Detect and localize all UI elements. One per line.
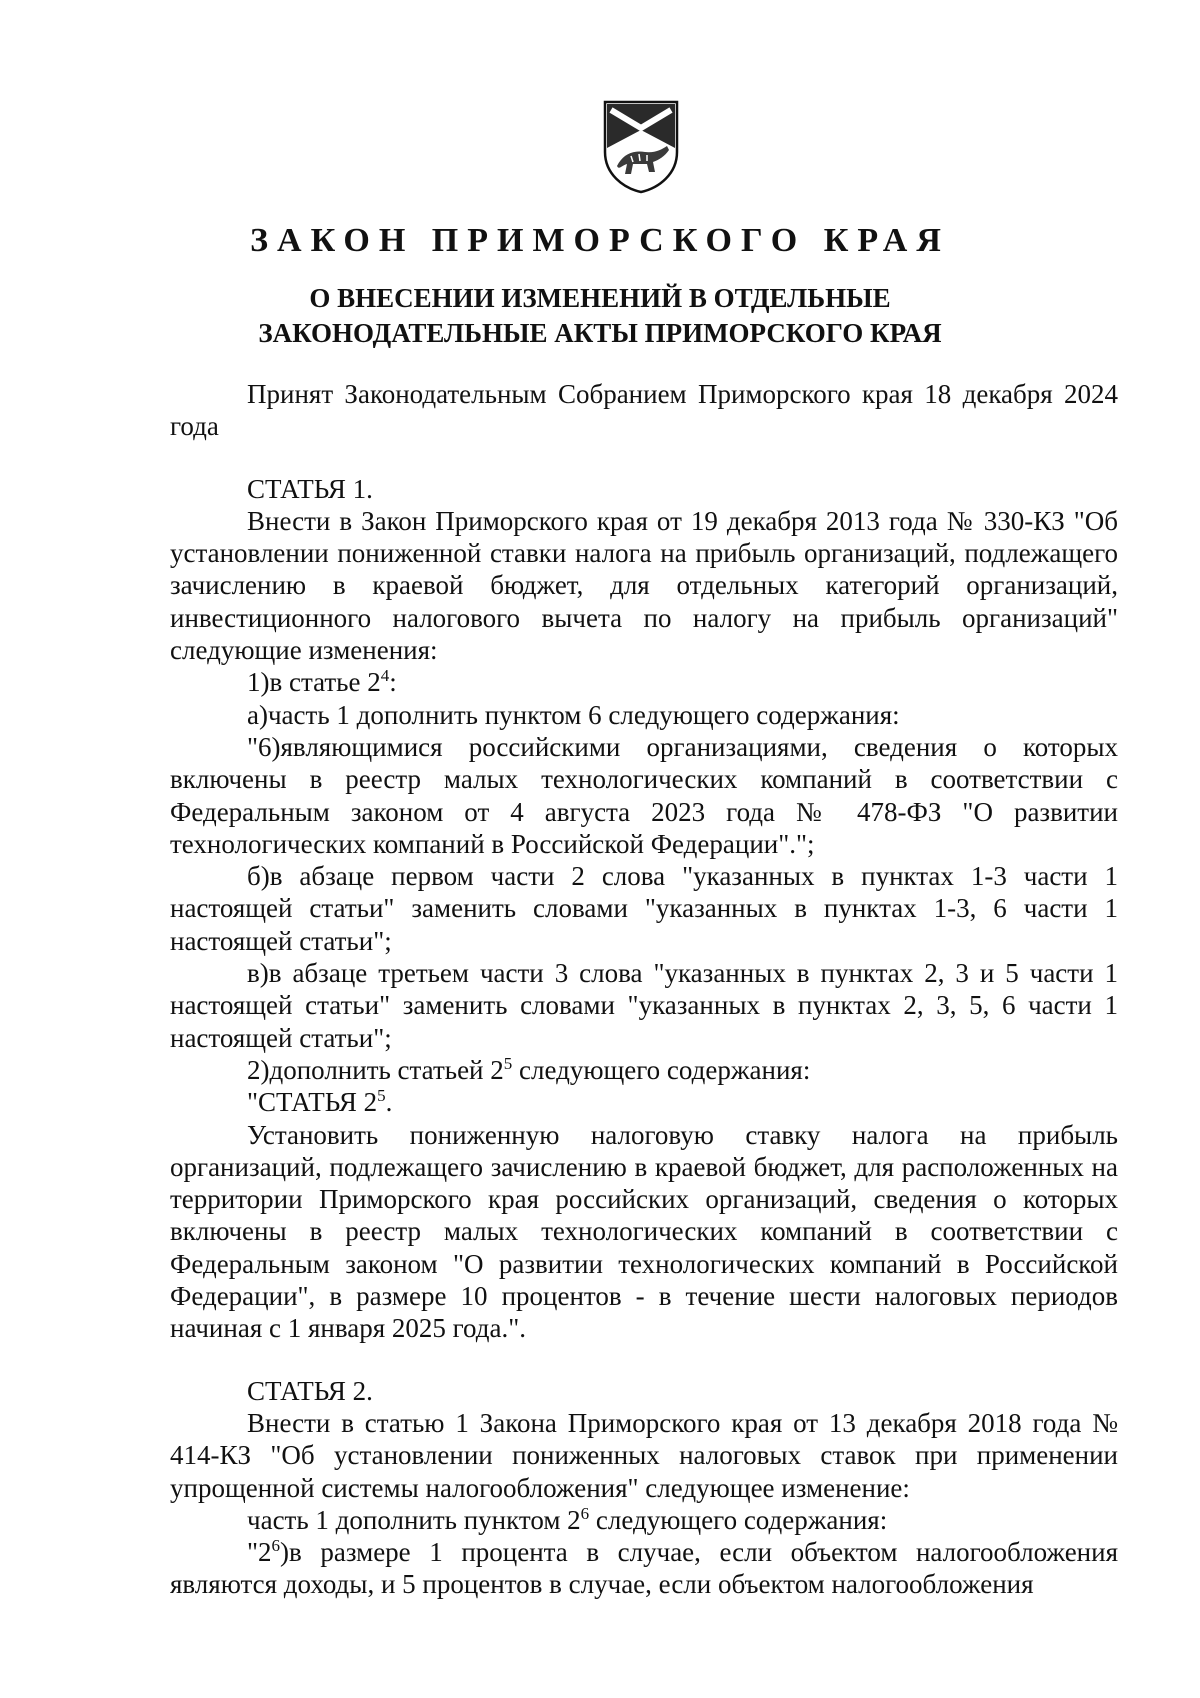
article-1-item-2: 2)дополнить статьей $2^5$ следующего содержания: — [247, 1053, 811, 1085]
law-subtitle-line-1: О ВНЕСЕНИИ ИЗМЕНЕНИЙ В ОТДЕЛЬНЫЕ — [309, 283, 891, 313]
article-2-item: часть 1 дополнить пунктом $2^6$ следующего содержания: — [247, 1503, 888, 1535]
law-subtitle — [0, 281, 1200, 351]
law-body — [170, 378, 1118, 1601]
law-subtitle-line-2: ЗАКОНОДАТЕЛЬНЫЕ АКТЫ ПРИМОРСКОГО КРАЯ — [258, 318, 942, 348]
article-2-heading: СТАТЬЯ 2. — [247, 1375, 373, 1406]
article-1-item-1a-quote: "6)являющимися российскими организациями, сведения о которых включены в реестр малых технологических компаний в соответствии с Федеральным законом от 4 августа 2023 года № 478-ФЗ "О развитии технологических компаний в Российской Федерации"."; — [170, 731, 1118, 859]
primorsky-coat-of-arms-icon — [603, 100, 679, 194]
article-1-intro: Внести в Закон Приморского края от 19 декабря 2013 года № 330-КЗ "Об установлении пониженной ставки налога на прибыль организаций, подлежащего зачислению в краевой бюджет, для отдельных категорий организаций, инвестиционного налогового вычета по налогу на прибыль организаций" следующие изменения: — [170, 505, 1118, 666]
article-1-heading: СТАТЬЯ 1. — [247, 473, 373, 504]
article-1-item-1a: а)часть 1 дополнить пунктом 6 следующего содержания: — [247, 699, 900, 730]
adoption-note: Принят Законодательным Собранием Приморского края 18 декабря 2024 года — [170, 379, 1118, 442]
article-1-item-1: 1)в статье $2^4$: — [247, 666, 397, 698]
article-2-quote: "$2^6)в$ размере 1 процента в случае, если объектом налогообложения являются доходы, и 5 процентов в случае, если объектом налогообложения — [170, 1536, 1118, 1600]
new-article-heading: "СТАТЬЯ $2^5$. — [247, 1086, 393, 1118]
article-1-item-1c: в)в абзаце третьем части 3 слова "указанных в пунктах 2, 3 и 5 части 1 настоящей статьи" заменить словами "указанных в пунктах 2, 3, 5, 6 части 1 настоящей статьи"; — [170, 958, 1118, 1053]
article-1-item-1b: б)в абзаце первом части 2 слова "указанных в пунктах 1-3 части 1 настоящей статьи" заменить словами "указанных в пунктах 1-3, 6 части 1 настоящей статьи"; — [170, 861, 1118, 956]
law-title: ЗАКОН ПРИМОРСКОГО КРАЯ — [250, 222, 950, 259]
new-article-text: Установить пониженную налоговую ставку налога на прибыль организаций, подлежащего зачислению в краевой бюджет, для расположенных на территории Приморского края российских организаций, сведения о которых включены в реестр малых технологических компаний в соответствии с Федеральным законом "О развитии технологических компаний в Российской Федерации", в размере 10 процентов - в течение шести налоговых периодов начиная с 1 января 2025 года.". — [170, 1119, 1118, 1344]
article-2-intro: Внести в статью 1 Закона Приморского края от 13 декабря 2018 года № 414-КЗ "Об установлении пониженных налоговых ставок при применении упрощенной системы налогообложения" следующее изменение: — [170, 1407, 1118, 1503]
